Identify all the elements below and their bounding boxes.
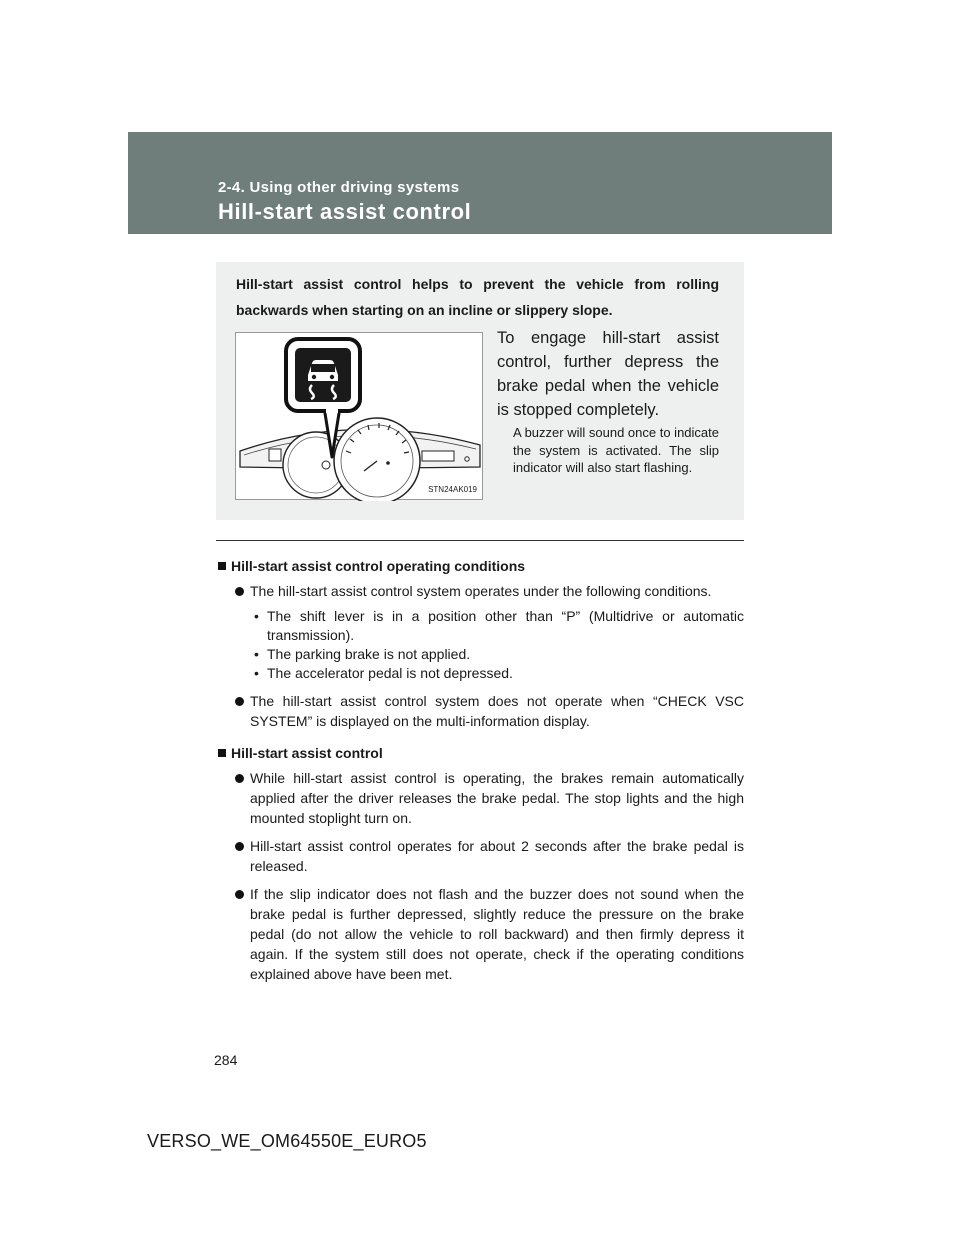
page-number: 284 bbox=[214, 1052, 238, 1068]
round-bullet-icon bbox=[235, 697, 244, 706]
condition-list bbox=[216, 607, 744, 683]
document-code: VERSO_WE_OM64550E_EURO5 bbox=[147, 1131, 427, 1151]
section-heading: Hill-start assist control bbox=[216, 743, 744, 763]
list-item: The hill-start assist control system operates under the following conditions. bbox=[216, 581, 744, 601]
list-item: If the slip indicator does not flash and the buzzer does not sound when the brake pedal is further depressed, slightly reduce the pressure on the brake pedal (do not allow the vehicle to roll backward) and then firmly depress it again. If the system still does not operate, check if the operating conditions explained above have been met. bbox=[216, 884, 744, 984]
round-bullet-icon bbox=[235, 842, 244, 851]
condition-item: • The parking brake is not applied. bbox=[254, 646, 471, 662]
round-bullet-icon bbox=[235, 890, 244, 899]
figure-code: STN24AK019 bbox=[428, 485, 477, 494]
buzzer-note: A buzzer will sound once to indicate the system is activated. The slip indicator will also start flashing. bbox=[513, 425, 719, 475]
section-label: 2-4. Using other driving systems bbox=[218, 179, 460, 196]
condition-item: • The accelerator pedal is not depressed. bbox=[254, 665, 513, 681]
instrument-cluster-illustration bbox=[235, 332, 483, 500]
intro-box bbox=[216, 262, 744, 520]
round-bullet-icon bbox=[235, 774, 244, 783]
engage-instruction: To engage hill-start assist control, further depress the brake pedal when the vehicle is stopped completely. bbox=[497, 329, 719, 419]
chapter-header bbox=[128, 132, 832, 234]
slip-indicator-icon bbox=[295, 348, 351, 402]
list-item: The hill-start assist control system does not operate when “CHECK VSC SYSTEM” is displayed on the multi-information display. bbox=[216, 691, 744, 731]
list-item: While hill-start assist control is operating, the brakes remain automatically applied after the driver releases the brake pedal. The stop lights and the high mounted stoplight turn on. bbox=[216, 768, 744, 828]
round-bullet-icon bbox=[235, 587, 244, 596]
list-item: Hill-start assist control operates for about 2 seconds after the brake pedal is released. bbox=[216, 836, 744, 876]
instrument-cluster-drawing bbox=[236, 333, 484, 501]
divider bbox=[216, 540, 744, 541]
condition-item: • The shift lever is in a position other than “P” (Multidrive or automatic transmission). bbox=[254, 608, 744, 643]
page-title: Hill-start assist control bbox=[218, 199, 472, 224]
intro-summary: Hill-start assist control helps to prevent the vehicle from rolling backwards when starting on an incline or slippery slope. bbox=[236, 276, 719, 318]
square-bullet-icon bbox=[218, 749, 226, 757]
square-bullet-icon bbox=[218, 562, 226, 570]
section-heading: Hill-start assist control operating conditions bbox=[216, 556, 744, 576]
notes-content bbox=[216, 556, 744, 992]
